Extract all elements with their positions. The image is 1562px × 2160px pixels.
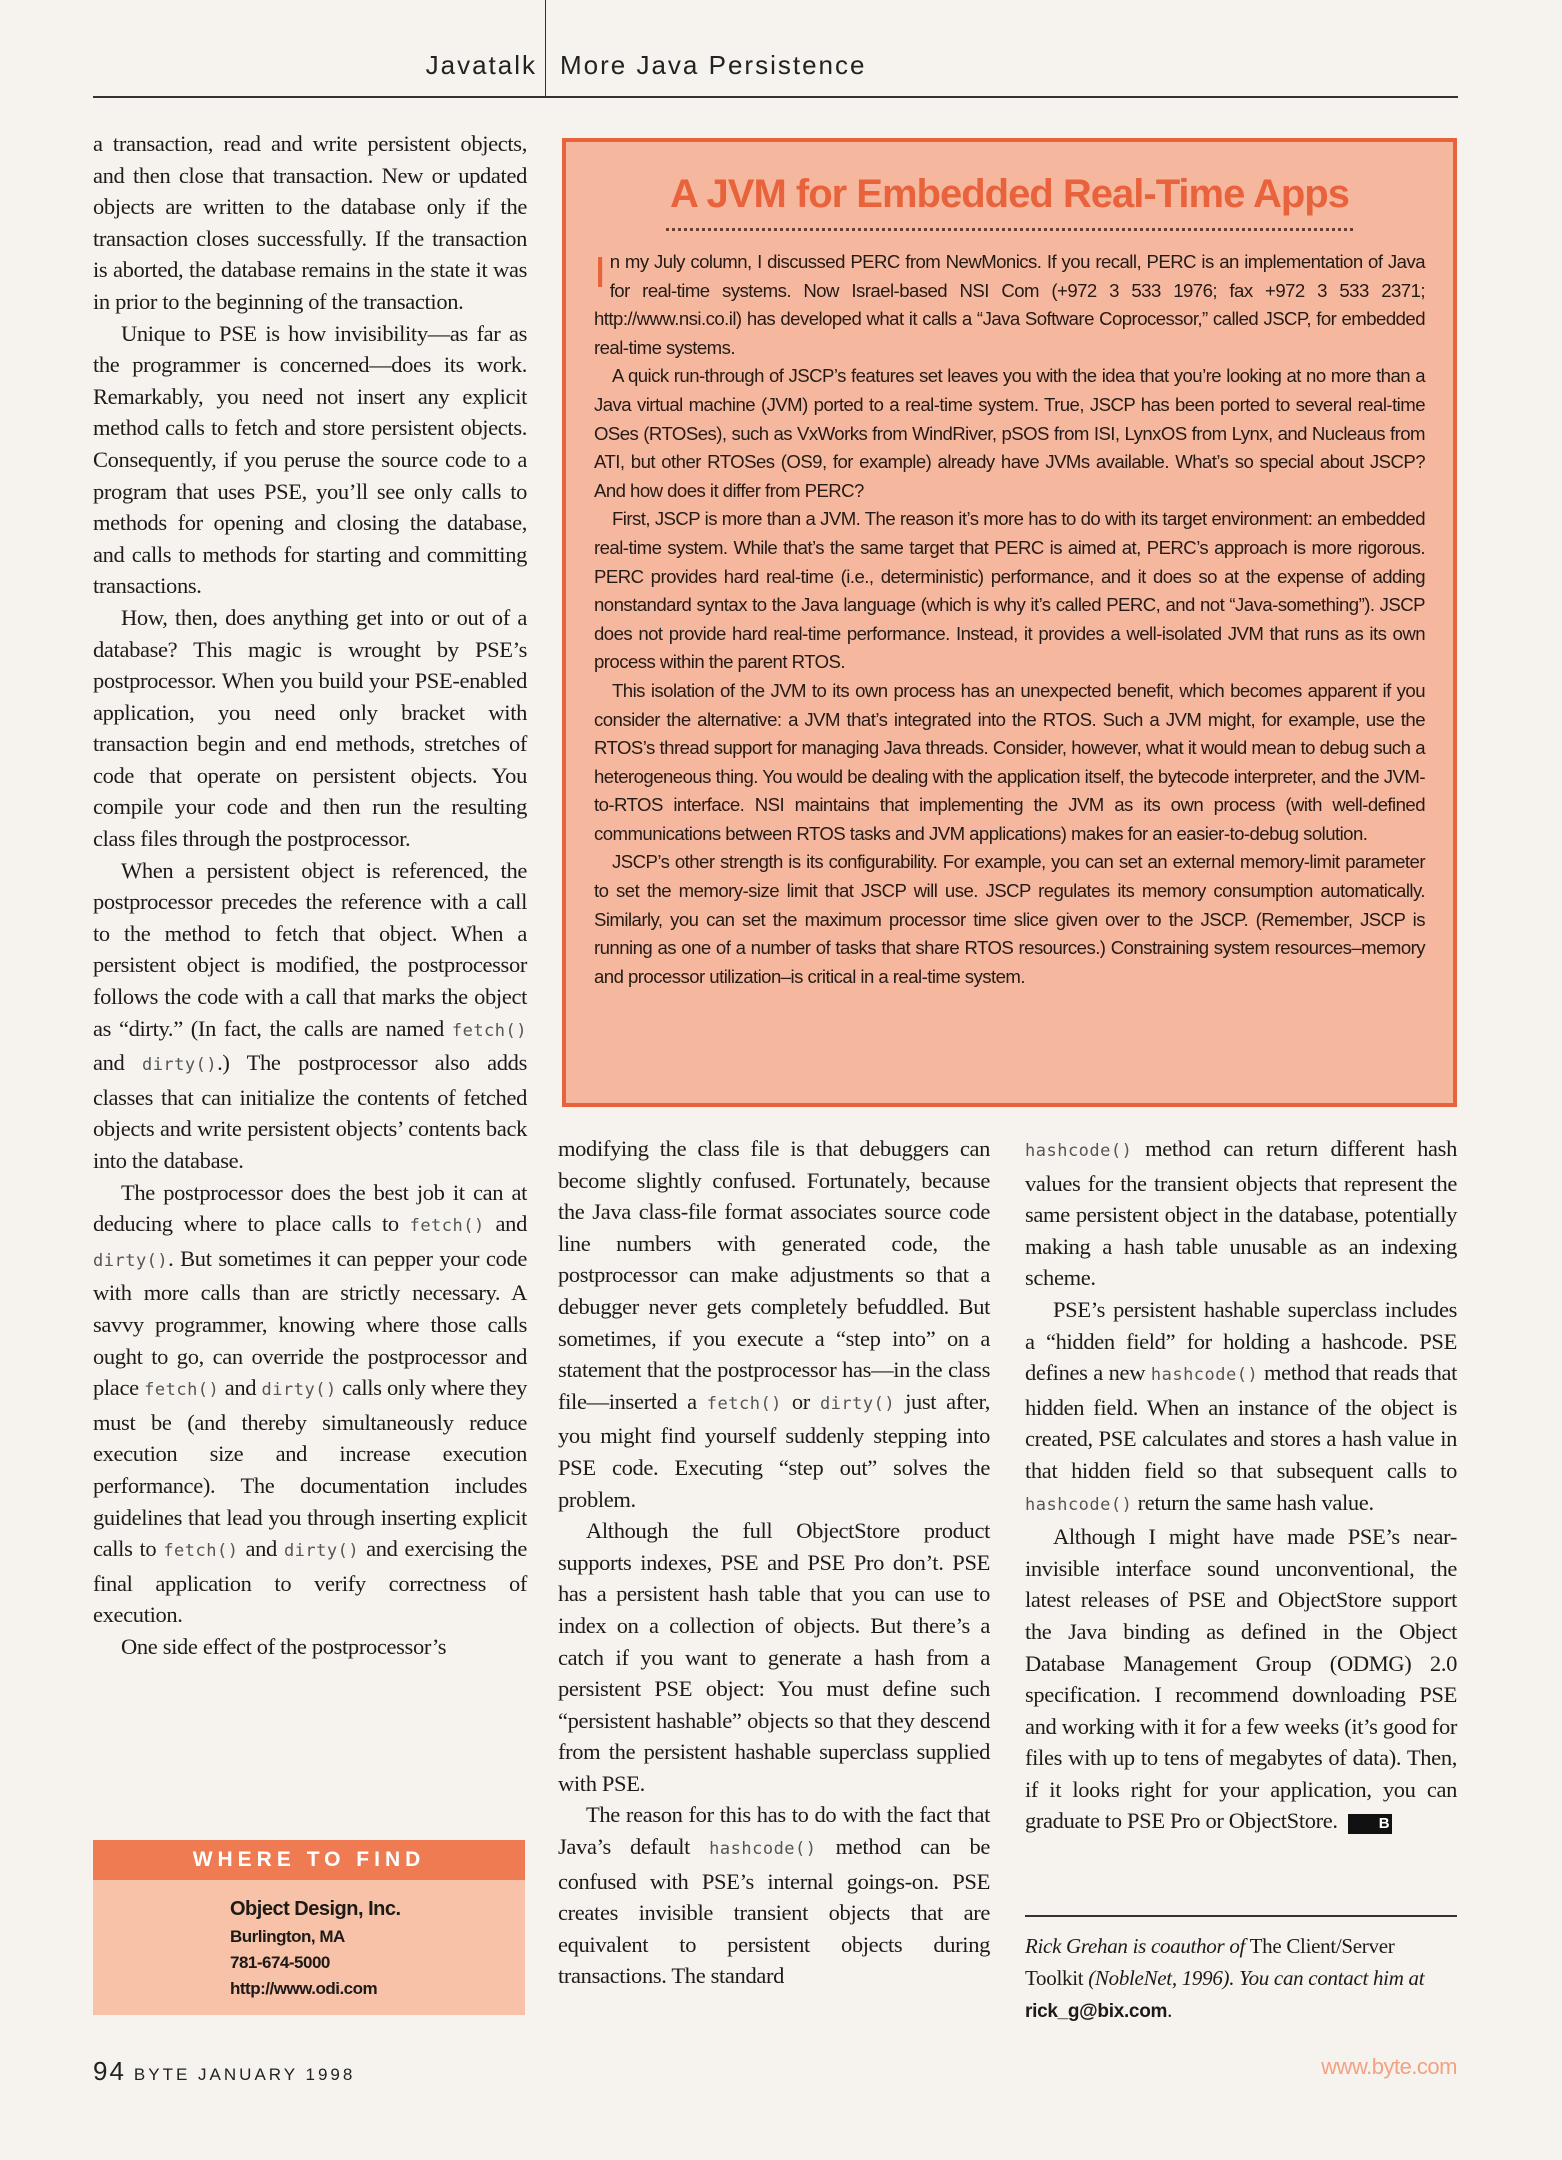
magazine-issue: BYTE JANUARY 1998 — [133, 2065, 356, 2084]
text: One side effect of the postprocessor’s — [121, 1633, 447, 1659]
text: modifying the class file is that debuggers can become slightly confused. Fortunately, because the Java class-file format associates source code line numbers with generated code, the postprocessor can make adjustments so that a debugger never gets completely befuddled. But sometimes, if you execute a “step into” on a statement that the postprocessor has—in the class file—inserted a — [558, 1136, 990, 1414]
article-column-left — [93, 128, 527, 1663]
where-to-find-box — [93, 1840, 525, 2015]
code-term: dirty() — [93, 1250, 169, 1271]
paragraph — [93, 602, 527, 855]
paragraph — [1025, 1294, 1457, 1521]
where-to-find-heading: WHERE TO FIND — [93, 1840, 525, 1880]
article-column-right — [1025, 1133, 1457, 1837]
paragraph — [93, 318, 527, 602]
sidebar-body — [594, 248, 1425, 991]
paragraph — [558, 1799, 990, 1992]
code-term: fetch() — [409, 1216, 485, 1237]
code-term: dirty() — [819, 1393, 896, 1414]
bio-end: . — [1167, 1998, 1173, 2022]
sidebar-paragraph-text: n my July column, I discussed PERC from NewMonics. If you recall, PERC is an implementation of Java for real-time systems. Now Israel-based NSI Com (+972 3 533 1976; fax +972 3 533 2371; http://www.nsi.co.il) has developed what it calls a “Java Software Coprocessor,” called JSCP, for embedded real-time systems. — [594, 251, 1425, 358]
company-name: Object Design, Inc. — [230, 1898, 401, 1920]
dotted-rule — [666, 228, 1353, 231]
code-term: dirty() — [283, 1541, 360, 1562]
text: method can be confused with PSE’s internal goings-on. PSE creates invisible transient objects that are equivalent to persistent objects during transactions. The standard — [558, 1834, 990, 1989]
bio-text-2: (NobleNet, 1996). You can contact him at — [1088, 1966, 1425, 1990]
bio-book: The Client/Server Toolkit — [1025, 1934, 1395, 1990]
text: PSE’s persistent hashable superclass includes a “hidden field” for holding a hashcode. PSE defines a new — [1025, 1296, 1457, 1386]
text: and exercising the final application to verify correctness of execution. — [93, 1536, 527, 1628]
section-name: Javatalk — [425, 50, 537, 80]
text: method can return different hash values for the transient objects that represent the same persistent object in the database, potentially making a hash table unusable as an indexing scheme. — [1025, 1136, 1457, 1291]
end-mark-icon: B — [1348, 1814, 1392, 1834]
sidebar-paragraph — [594, 248, 1425, 362]
text: and — [219, 1375, 262, 1401]
paragraph — [558, 1515, 990, 1799]
header-divider — [545, 0, 546, 97]
code-term: hashcode() — [1025, 1494, 1133, 1515]
drop-cap: I — [594, 248, 606, 297]
code-term: dirty() — [141, 1055, 218, 1076]
paragraph — [93, 855, 527, 1177]
website-link[interactable]: www.byte.com — [1321, 2054, 1457, 2079]
text: Although I might have made PSE’s near-invisible interface sound unconventional, the latest releases of PSE and ObjectStore support the Java binding as defined in the Object Database Management Group (ODMG) 2.0 specification. I recommend downloading PSE and working with it for a few weeks (it’s good for files with up to tens of megabytes of data). Then, if it looks right for your application, you can graduate to PSE Pro or ObjectStore. — [1025, 1524, 1457, 1834]
bio-text: Rick Grehan is coauthor of — [1025, 1934, 1246, 1958]
text: When a persistent object is referenced, the postprocessor precedes the reference with a call to the method to fetch that object. When a persistent object is modified, the postprocessor follows the code with a call that marks the object as “dirty.” (In fact, the calls are named — [93, 857, 527, 1041]
sidebar-box — [562, 138, 1457, 1107]
sidebar-paragraph: First, JSCP is more than a JVM. The reason it’s more has to do with its target environment: an embedded real-time system. While that’s the same target that PERC is aimed at, PERC’s approach is more rigorous. PERC provides hard real-time (i.e., deterministic) performance, and it does so at the expense of adding nonstandard syntax to the Java language (which is why it’s called PERC, and not “Java-something”). JSCP does not provide hard real-time performance. Instead, it provides a well-isolated JVM that runs as its own process within the parent RTOS. — [594, 508, 1425, 673]
text: and — [484, 1211, 527, 1237]
text: calls only where they must be (and thereby simultaneously reduce execution size and increase execution performance). The documentation includes guidelines that lead you through inserting explicit calls to — [93, 1375, 527, 1562]
code-term: dirty() — [261, 1380, 337, 1401]
text: The reason for this has to do with the fact that Java’s default — [558, 1802, 990, 1860]
text: . But sometimes it can pepper your code with more calls than are strictly necessary. A savvy programmer, knowing where those calls ought to go, can override the postprocessor and place — [93, 1245, 527, 1401]
text: or — [781, 1388, 820, 1414]
sidebar-paragraph: This isolation of the JVM to its own process has an unexpected benefit, which becomes apparent if you consider the alternative: a JVM that’s integrated into the RTOS. Such a JVM might, for example, use the RTOS’s thread support for managing Java threads. Consider, however, what it would mean to debug such a heterogeneous thing. You would be dealing with the application itself, the bytecode interpreter, and the JVM-to-RTOS interface. NSI maintains that implementing the JVM as its own process (with well-defined communications between RTOS tasks and JVM applications) makes for an easier-to-debug solution. — [594, 679, 1425, 844]
text: .) The postprocessor also adds classes that can initialize the contents of fetched objects and write persistent objects’ contents back into the database. — [93, 1050, 527, 1173]
code-term: fetch() — [163, 1541, 239, 1562]
code-term: hashcode() — [709, 1839, 817, 1860]
paragraph — [1025, 1133, 1457, 1294]
text: just after, you might find yourself suddenly stepping into PSE code. Executing “step out” solves the problem. — [558, 1388, 991, 1512]
paragraph — [558, 1133, 990, 1515]
code-term: hashcode() — [1025, 1141, 1133, 1161]
text: a transaction, read and write persistent objects, and then close that transaction. New or updated objects are written to the database only if the transaction closes successfully. If the transaction is aborted, the database remains in the state it was in prior to the beginning of the transaction. — [93, 131, 527, 314]
text: and — [93, 1050, 142, 1076]
page-number: 94 — [93, 2056, 126, 2086]
paragraph — [93, 128, 527, 318]
code-term: fetch() — [451, 1020, 527, 1041]
company-location: Burlington, MA — [230, 1927, 345, 1946]
paragraph — [1025, 1521, 1457, 1837]
author-email[interactable]: rick_g@bix.com — [1025, 2001, 1168, 2022]
paragraph — [93, 1177, 527, 1631]
text: method that reads that hidden field. When an instance of the object is created, PSE calculates and stores a hash value in that hidden field so that subsequent calls to — [1025, 1360, 1458, 1483]
text: How, then, does anything get into or out of a database? This magic is wrought by PSE’s postprocessor. When you build your PSE-enabled application, you need only bracket with transaction begin and end methods, stretches of code that operate on persistent objects. You compile your code and then run the resulting class files through the postprocessor. — [93, 604, 527, 852]
code-term: hashcode() — [1150, 1365, 1259, 1386]
header-rule — [93, 96, 1458, 98]
code-term: fetch() — [144, 1380, 220, 1401]
text: and — [238, 1536, 284, 1562]
text: return the same hash value. — [1132, 1489, 1374, 1515]
paragraph — [93, 1631, 527, 1663]
text: The postprocessor does the best job it can at deducing where to place calls to — [93, 1179, 527, 1237]
author-bio — [1025, 1930, 1457, 2028]
text: Unique to PSE is how invisibility—as far as the programmer is concerned—does its work. Remarkably, you need not insert any explicit method calls to fetch and store persistent objects. Consequently, if you peruse the source code to a program that uses PSE, you’ll see only calls to methods for opening and closing the database, and calls to methods for starting and committing transactions. — [93, 320, 527, 599]
text: Although the full ObjectStore product supports indexes, PSE and PSE Pro don’t. PSE has a persistent hash table that you can use to index on a collection of objects. But there’s a catch if you want to generate a hash from a persistent PSE object: You must define such “persistent hashable” objects so that they descend from the persistent hashable superclass supplied with PSE. — [558, 1518, 990, 1796]
article-column-middle — [558, 1133, 990, 1992]
code-term: fetch() — [706, 1393, 782, 1414]
sidebar-paragraph: A quick run-through of JSCP’s features set leaves you with the idea that you’re looking at no more than a Java virtual machine (JVM) ported to a real-time system. True, JSCP has been ported to several real-time OSes (RTOSes), such as VxWorks from WindRiver, pSOS from ISI, LynxOS from Lynx, and Nucleaus from ATI, but other RTOSes (OS9, for example) already have JVMs available. What’s so special about JSCP? And how does it differ from PERC? — [594, 365, 1425, 501]
bio-rule — [1025, 1915, 1457, 1917]
sidebar-title: A JVM for Embedded Real-Time Apps — [670, 172, 1349, 216]
sidebar-paragraph: JSCP’s other strength is its configurability. For example, you can set an external memory-limit parameter to set the memory-size limit that JSCP will use. JSCP regulates its memory consumption automatically. Similarly, you can set the maximum processor time slice given over to the JSCP. (Remember, JSCP is running as one of a number of tasks that share RTOS resources.) Constraining system resources–memory and processor utilization–is critical in a real-time system. — [594, 851, 1425, 987]
article-title: More Java Persistence — [560, 50, 867, 80]
company-phone: 781-674-5000 — [230, 1953, 330, 1972]
folio — [93, 2056, 355, 2087]
company-url[interactable]: http://www.odi.com — [230, 1979, 378, 1998]
